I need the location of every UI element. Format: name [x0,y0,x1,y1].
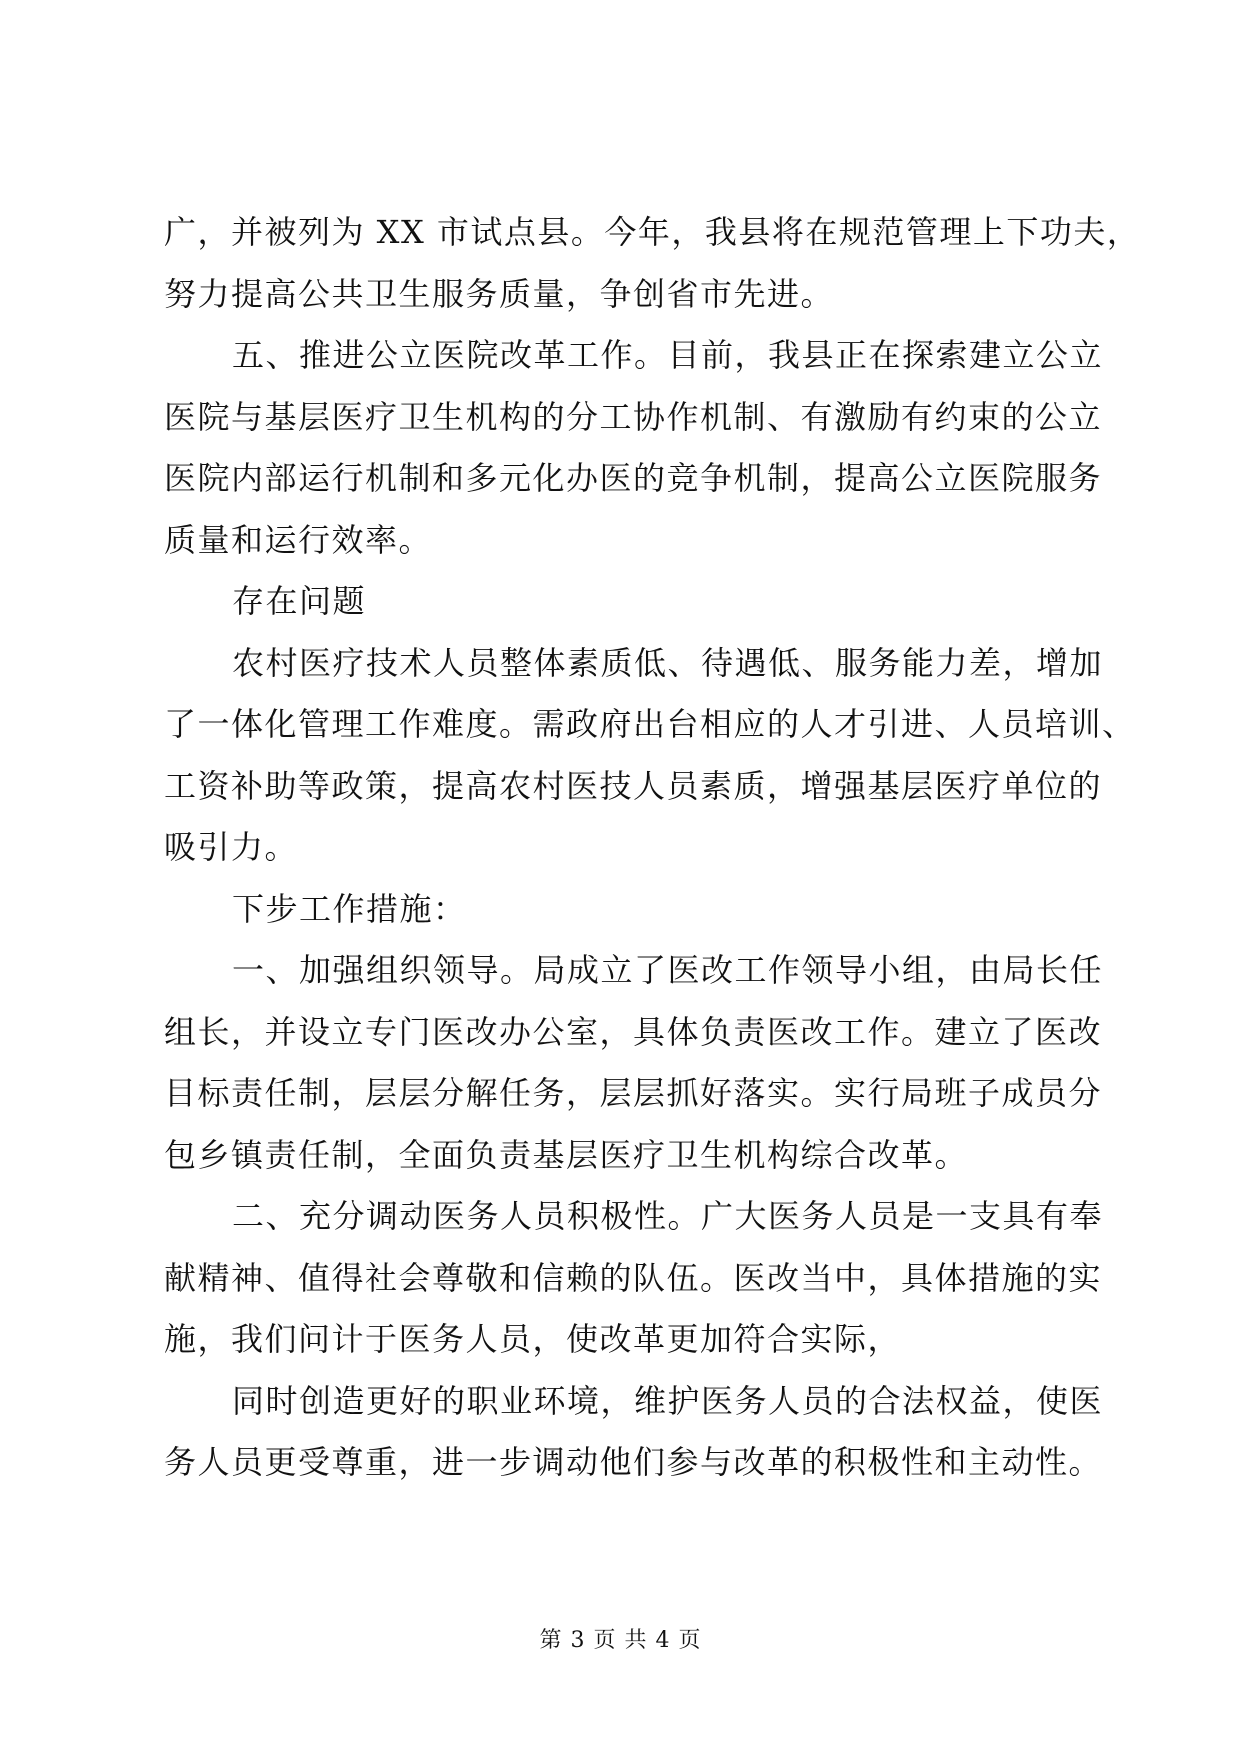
text-line: 献精神、值得社会尊敬和信赖的队伍。医改当中，具体措施的实 [164,1258,1103,1297]
text-line: 组长，并设立专门医改办公室，具体负责医改工作。建立了医改 [164,1012,1103,1051]
text-line: 农村医疗技术人员整体素质低、待遇低、服务能力差，增加 [232,643,1104,682]
section-heading: 存在问题 [232,582,367,620]
text-line: 质量和运行效率。 [164,520,433,559]
text-line: 医院内部运行机制和多元化办医的竞争机制，提高公立医院服务 [164,459,1103,497]
text-line: 务人员更受尊重，进一步调动他们参与改革的积极性和主动性。 [164,1443,1103,1481]
page-number-footer: 第 3 页 共 4 页 [539,1628,702,1653]
text-line: 目标责任制，层层分解任务，层层抓好落实。实行局班子成员分 [164,1074,1103,1112]
text-line: 施，我们问计于医务人员，使改革更加符合实际， [164,1320,902,1358]
text-line: 二、充分调动医务人员积极性。广大医务人员是一支具有奉 [232,1197,1104,1235]
text-line: 医院与基层医疗卫生机构的分工协作机制、有激励有约束的公立 [164,397,1103,436]
text-line: 吸引力。 [164,828,299,866]
text-line: 努力提高公共卫生服务质量，争创省市先进。 [164,274,835,313]
section-heading: 下步工作措施： [232,889,467,928]
text-line: 工资补助等政策，提高农村医技人员素质，增强基层医疗单位的 [164,766,1103,805]
text-line: 了一体化管理工作难度。需政府出台相应的人才引进、人员培训、 [164,705,1136,743]
text-line: 五、推进公立医院改革工作。目前，我县正在探索建立公立 [232,336,1104,374]
text-line: 一、加强组织领导。局成立了医改工作领导小组，由局长任 [232,951,1104,989]
text-line: 包乡镇责任制，全面负责基层医疗卫生机构综合改革。 [164,1135,969,1174]
text-line: 同时创造更好的职业环境，维护医务人员的合法权益，使医 [232,1381,1104,1420]
text-line: 广，并被列为 XX 市试点县。今年，我县将在规范管理上下功夫， [164,213,1141,251]
body-text [164,202,1141,1494]
